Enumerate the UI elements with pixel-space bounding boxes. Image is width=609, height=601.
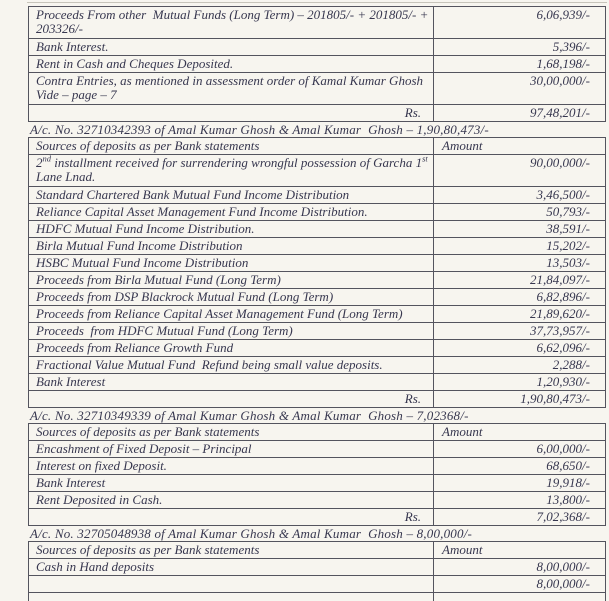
table-row [29, 155, 605, 187]
column-header-amount: Amount [433, 542, 605, 558]
row-description: Interest on fixed Deposit. [36, 458, 167, 473]
column-header-sources: Sources of deposits as per Bank statements [36, 542, 260, 557]
row-amount: 6,82,896/- [433, 289, 605, 305]
page-top-edge-line [27, 2, 607, 3]
table-total-row [29, 509, 605, 526]
row-description: Bank Interest [36, 374, 106, 389]
column-header-sources: Sources of deposits as per Bank statements [36, 424, 260, 439]
table-row [29, 441, 605, 458]
total-label: Rs. [404, 105, 421, 120]
row-amount: 1,20,930/- [433, 374, 605, 390]
table-row [29, 39, 605, 56]
row-amount: 19,918/- [433, 475, 605, 491]
row-description: Rent in Cash and Cheques Deposited. [36, 56, 234, 71]
row-description: HSBC Mutual Fund Income Distribution [36, 255, 249, 270]
row-description [29, 593, 433, 601]
row-amount: 6,00,000/- [433, 441, 605, 457]
column-header-amount: Amount [433, 138, 605, 154]
deposits-table [28, 6, 606, 122]
row-amount: 68,650/- [433, 458, 605, 474]
table-row [29, 340, 605, 357]
row-description: Proceeds from DSP Blackrock Mutual Fund (Long Term) [36, 289, 334, 304]
account-heading: A/c. No. 32710349339 of Amal Kumar Ghosh & Amal Kumar Ghosh – 7,02368/- [30, 408, 469, 423]
row-amount: 6,62,096/- [433, 340, 605, 356]
total-label: Rs. [404, 509, 421, 524]
table-row [29, 374, 605, 391]
table-total-row [29, 105, 605, 122]
row-description: Fractional Value Mutual Fund Refund being small value deposits. [36, 357, 383, 372]
table-row [29, 576, 605, 593]
table-row [29, 238, 605, 255]
table-row [29, 357, 605, 374]
table-row [29, 187, 605, 204]
row-amount: 38,591/- [433, 221, 605, 237]
table-row [29, 458, 605, 475]
row-description: Cash in Hand deposits [36, 559, 155, 574]
deposits-table [28, 541, 606, 601]
deposits-table [28, 137, 606, 408]
total-amount: 1,90,80,473/- [433, 391, 605, 407]
table-header-row [29, 138, 605, 155]
row-description: Birla Mutual Fund Income Distribution [36, 238, 243, 253]
row-description: Proceeds from Birla Mutual Fund (Long Term) [36, 272, 281, 287]
total-amount: 7,02,368/- [433, 509, 605, 525]
table-row [29, 204, 605, 221]
row-amount: 21,89,620/- [433, 306, 605, 322]
row-description: Proceeds from Reliance Capital Asset Management Fund (Long Term) [36, 306, 403, 321]
row-amount: 90,00,000/- [433, 155, 605, 186]
table-row [29, 56, 605, 73]
row-description: Proceeds from Reliance Growth Fund [36, 340, 234, 355]
row-amount: 13,800/- [433, 492, 605, 508]
row-amount: 50,793/- [433, 204, 605, 220]
row-description: Bank Interest. [36, 39, 109, 54]
row-amount: 21,84,097/- [433, 272, 605, 288]
row-amount [433, 593, 605, 601]
row-description: Proceeds from HDFC Mutual Fund (Long Term) [36, 323, 293, 338]
row-description: Reliance Capital Asset Management Fund Income Distribution. [36, 204, 368, 219]
row-amount: 13,503/- [433, 255, 605, 271]
table-row [29, 475, 605, 492]
table-header-row [29, 542, 605, 559]
total-amount: 97,48,201/- [433, 105, 605, 121]
row-description: Rent Deposited in Cash. [36, 492, 163, 507]
row-amount: 5,396/- [433, 39, 605, 55]
document-body [28, 6, 606, 601]
row-description: Bank Interest [36, 475, 106, 490]
total-label: Rs. [404, 391, 421, 406]
deposits-table [28, 423, 606, 526]
row-description: HDFC Mutual Fund Income Distribution. [36, 221, 255, 236]
row-amount: 15,202/- [433, 238, 605, 254]
row-amount: 3,46,500/- [433, 187, 605, 203]
table-row [29, 289, 605, 306]
table-row [29, 306, 605, 323]
row-amount: 6,06,939/- [433, 7, 605, 38]
table-header-row [29, 424, 605, 441]
row-amount: 8,00,000/- [433, 576, 605, 592]
row-amount: 1,68,198/- [433, 56, 605, 72]
table-row [29, 323, 605, 340]
account-heading: A/c. No. 32710342393 of Amal Kumar Ghosh & Amal Kumar Ghosh – 1,90,80,473/- [30, 122, 489, 137]
table-row [29, 272, 605, 289]
row-amount: 37,73,957/- [433, 323, 605, 339]
column-header-sources: Sources of deposits as per Bank statements [36, 138, 260, 153]
partial-cutoff-row [29, 593, 605, 601]
table-row [29, 7, 605, 39]
table-row [29, 559, 605, 576]
table-row [29, 221, 605, 238]
table-row [29, 492, 605, 509]
column-header-amount: Amount [433, 424, 605, 440]
row-description: Proceeds From other Mutual Funds (Long Term) – 201805/- + 201805/- + 203326/- [36, 7, 432, 36]
table-row [29, 73, 605, 105]
row-description: Encashment of Fixed Deposit – Principal [36, 441, 252, 456]
row-description [29, 576, 433, 592]
row-amount: 30,00,000/- [433, 73, 605, 104]
row-description: Contra Entries, as mentioned in assessment order of Kamal Kumar Ghosh Vide – page – 7 [36, 73, 427, 102]
table-row [29, 255, 605, 272]
row-description: 2nd installment received for surrendering wrongful possession of Garcha 1st Lane Lnad. [36, 153, 431, 184]
row-description: Standard Chartered Bank Mutual Fund Income Distribution [36, 187, 350, 202]
table-total-row [29, 391, 605, 408]
row-amount: 8,00,000/- [433, 559, 605, 575]
account-heading: A/c. No. 32705048938 of Amal Kumar Ghosh & Amal Kumar Ghosh – 8,00,000/- [30, 526, 473, 541]
row-amount: 2,288/- [433, 357, 605, 373]
